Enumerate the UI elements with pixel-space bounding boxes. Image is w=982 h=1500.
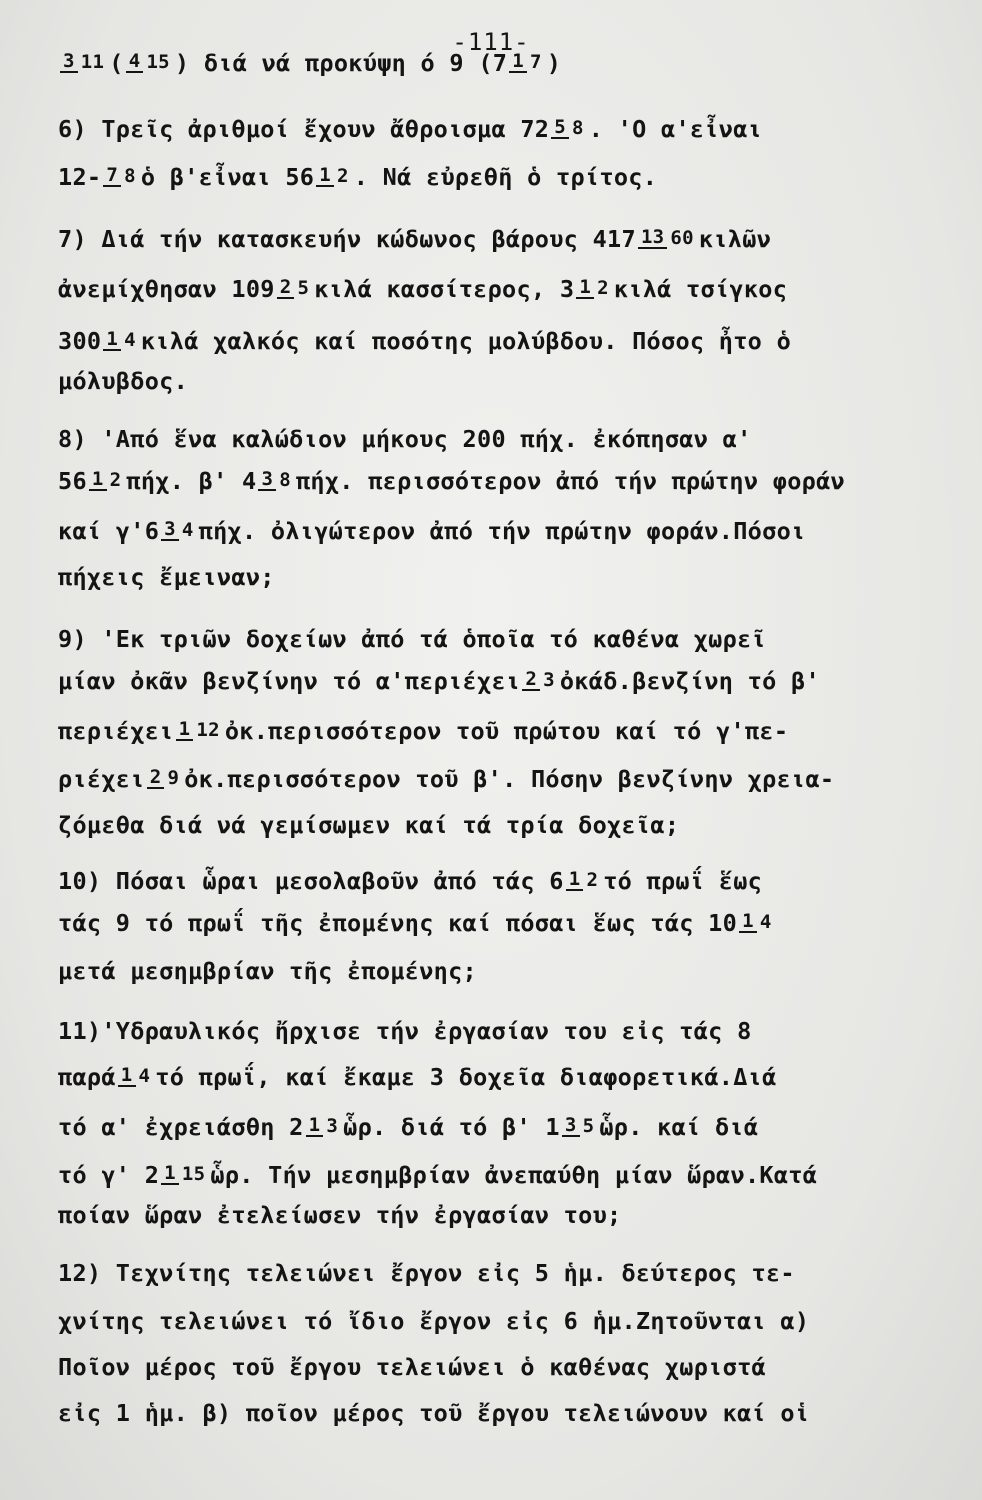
text-segment: κιλά τσίγκος [613,274,788,303]
fraction-numerator: 2 [147,768,165,789]
text-line [58,322,928,358]
text-segment: ὧρ. διά τό β' 1 [343,1112,560,1141]
fraction-denominator: 9 [167,767,180,789]
fraction-denominator: 15 [146,51,170,73]
text-line [58,462,928,498]
fraction [739,912,775,933]
text-line [58,1058,928,1094]
text-segment: τό α' ἐχρειάσθη 2 [58,1112,304,1141]
fraction-numerator: 3 [258,470,276,491]
fraction [176,720,223,741]
fraction [89,470,125,491]
text-segment: μόλυβδος. [58,366,189,395]
fraction-numerator: 1 [566,870,584,891]
fraction-numerator: 4 [126,52,144,73]
fraction-numerator: 1 [176,720,194,741]
text-line [58,512,928,548]
text-line [58,1348,928,1384]
fraction [277,278,313,299]
fraction-numerator: 3 [562,1116,580,1137]
text-line [58,1108,928,1144]
fraction-denominator: 4 [138,1065,151,1087]
text-line [58,862,928,898]
text-segment: τό πρωΐ ἕως [603,866,763,895]
fraction [103,330,139,351]
fraction-numerator: 1 [103,330,121,351]
text-segment: καί γ'6 [58,516,160,545]
fraction-denominator: 4 [181,519,194,541]
text-line [58,220,928,256]
fraction-numerator: 1 [739,912,757,933]
fraction [147,768,183,789]
text-line [58,420,928,456]
text-line [58,1012,928,1048]
text-line [58,662,928,698]
text-segment: 6) Τρεῖς ἀριθμοί ἔχουν ἄθροισμα 72 [58,114,550,143]
text-segment: 12) Τεχνίτης τελειώνει ἔργον εἰς 5 ἡμ. δεύτερος τε- [58,1258,795,1287]
text-line [58,1394,928,1430]
fraction-denominator: 5 [297,277,310,299]
fraction-denominator: 7 [529,51,542,73]
text-segment: 8) 'Από ἕνα καλώδιον μήκους 200 πήχ. ἐκόπησαν α' [58,424,752,453]
page-number: -111- [452,28,530,56]
fraction [638,228,697,249]
text-line [58,44,928,80]
text-segment: τάς 9 τό πρωΐ τῆς ἐπομένης καί πόσαι ἕως τάς 10 [58,908,738,937]
text-segment: κιλά χαλκός καί ποσότης μολύβδου. Πόσος ἦτο ὁ [140,326,792,355]
fraction-numerator: 1 [89,470,107,491]
text-segment: ἀνεμίχθησαν 109 [58,274,275,303]
fraction-denominator: 8 [124,165,136,187]
fraction-denominator: 2 [597,277,609,299]
text-segment: 9) 'Εκ τριῶν δοχείων ἀπό τά ὁποῖα τό καθένα χωρεῖ [58,624,766,653]
fraction [551,118,587,139]
fraction-numerator: 1 [509,52,527,73]
text-segment: χνίτης τελειώνει τό ἴδιο ἔργον εἰς 6 ἡμ.Ζητοῦνται α) [58,1306,810,1335]
text-segment: 10) Πόσαι ὧραι μεσολαβοῦν ἀπό τάς 6 [58,866,564,895]
text-segment: κιλά κασσίτερος, 3 [314,274,575,303]
fraction-denominator: 4 [124,329,136,351]
text-segment: τό πρωΐ, καί ἔκαμε 3 δοχεῖα διαφορετικά.Διά [155,1062,777,1091]
fraction-numerator: 13 [638,228,667,249]
text-segment: κιλῶν [698,224,772,253]
text-line [58,558,928,594]
fraction [522,670,558,691]
text-segment: ποίαν ὥραν ἐτελείωσεν τήν ἐργασίαν του; [58,1200,622,1229]
text-line [58,1254,928,1290]
fraction-numerator: 1 [306,1116,324,1137]
fraction-denominator: 3 [326,1115,339,1137]
fraction [103,166,139,187]
fraction-denominator: 2 [586,869,599,891]
fraction-numerator: 1 [576,278,594,299]
text-segment: 11)'Υδραυλικός ἤρχισε τήν ἐργασίαν του εἰς τάς 8 [58,1016,752,1045]
fraction-denominator: 5 [582,1115,595,1137]
text-line [58,158,928,194]
text-segment: πήχ. περισσότερον ἀπό τήν πρώτην φοράν [295,466,845,495]
fraction-numerator: 3 [161,520,179,541]
fraction-denominator: 15 [181,1163,206,1185]
text-segment: ) διά νά προκύψη ό 9 (7 [174,48,508,77]
fraction [258,470,294,491]
text-line [58,362,928,398]
fraction-numerator: 1 [161,1164,179,1185]
text-segment: ριέχει [58,764,145,793]
text-segment: ζόμεθα διά νά γεμίσωμεν καί τά τρία δοχεῖα; [58,810,680,839]
text-segment: ὀκ.περισσότερον τοῦ πρώτου καί τό γ'πε- [224,716,789,745]
fraction [576,278,612,299]
text-segment: πήχ. β' 4 [126,466,257,495]
text-segment: εἰς 1 ἡμ. β) ποῖον μέρος τοῦ ἔργου τελειώνουν καί οἱ [58,1398,810,1427]
fraction [161,1164,208,1185]
text-segment: Ποῖον μέρος τοῦ ἔργου τελειώνει ὁ καθένας χωριστά [58,1352,766,1381]
text-segment: ὧρ. Τήν μεσημβρίαν ἀνεπαύθη μίαν ὥραν.Κατά [210,1160,818,1189]
fraction-numerator: 2 [522,670,540,691]
text-segment: πήχεις ἔμειναν; [58,562,275,591]
fraction-numerator: 7 [103,166,121,187]
text-segment: 12- [58,162,102,191]
text-line [58,952,928,988]
fraction [126,52,173,73]
text-segment: περιέχει [58,716,174,745]
text-line [58,270,928,306]
text-segment: παρά [58,1062,116,1091]
text-segment: μετά μεσημβρίαν τῆς ἐπομένης; [58,956,477,985]
fraction-denominator: 3 [543,669,555,691]
fraction [306,1116,342,1137]
fraction-numerator: 2 [277,278,295,299]
text-segment: 300 [58,326,102,355]
fraction [60,52,107,73]
fraction-denominator: 4 [759,911,772,933]
text-line [58,760,928,796]
fraction [316,166,352,187]
fraction-numerator: 1 [118,1066,136,1087]
text-segment: τό γ' 2 [58,1160,160,1189]
fraction-denominator: 2 [109,469,122,491]
text-segment: 7) Διά τήν κατασκευήν κώδωνος βάρους 417 [58,224,636,253]
fraction-numerator: 3 [60,52,78,73]
fraction-denominator: 60 [670,227,694,249]
fraction-numerator: 5 [551,118,569,139]
fraction [509,52,545,73]
text-segment: ὁ β'εἶναι 56 [140,162,315,191]
text-segment: . Νά εὐρεθῆ ὁ τρίτος. [353,162,658,191]
fraction-denominator: 8 [279,469,291,491]
fraction [562,1116,598,1137]
fraction [161,520,197,541]
fraction-denominator: 11 [80,51,105,73]
text-segment: ) [546,48,562,77]
text-line [58,712,928,748]
text-line [58,904,928,940]
text-line [58,1302,928,1338]
fraction-denominator: 2 [337,165,349,187]
text-segment: 56 [58,466,87,495]
fraction-denominator: 12 [196,719,220,741]
text-line [58,806,928,842]
text-line [58,1196,928,1232]
fraction-numerator: 1 [316,166,334,187]
fraction [118,1066,154,1087]
text-segment: πήχ. ὀλιγώτερον ἀπό τήν πρώτην φοράν.Πόσοι [198,516,806,545]
text-segment: ὀκ.περισσότερον τοῦ β'. Πόσην βενζίνην χρεια- [184,764,835,793]
text-line [58,1156,928,1192]
fraction-denominator: 8 [572,117,584,139]
fraction [566,870,602,891]
text-segment: ὀκάδ.βενζίνη τό β' [559,666,820,695]
text-segment: . 'Ο α'εἶναι [588,114,763,143]
text-line [58,620,928,656]
text-segment: ὧρ. καί διά [599,1112,759,1141]
text-segment: μίαν ὀκᾶν βενζίνην τό α'περιέχει [58,666,521,695]
text-segment: ( [109,48,124,77]
text-line [58,110,928,146]
